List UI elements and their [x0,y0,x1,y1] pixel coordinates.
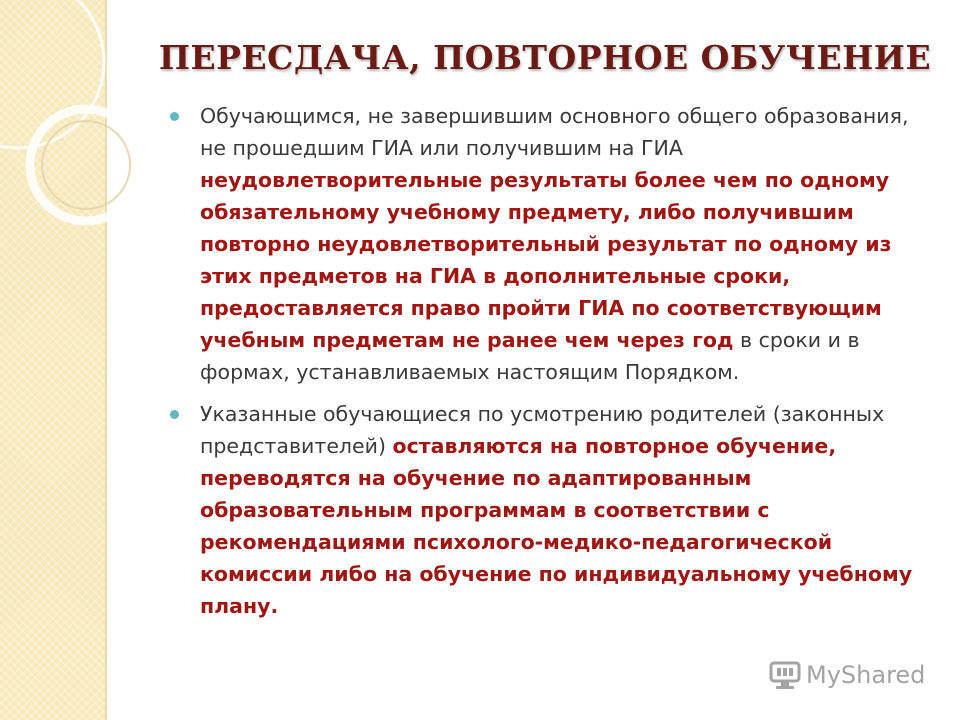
bullet-text: Обучающимся, не завершившим основного общего образования, не прошедшим ГИА или получившим на ГИА [200,104,909,160]
bullet-item [168,398,938,622]
bullet-dot-icon [170,410,179,419]
bullet-emphasis-text: неудовлетворительные результаты более чем по одному обязательному учебному предмету, либо получившим повторно неудовлетворительный результат по одному из этих предметов на ГИА в дополнительные сроки, предоставляется право пройти ГИА по соответствующим учебным предметам не ранее чем через год [200,168,892,352]
bullet-item [168,100,938,388]
bullet-emphasis-text: оставляются на повторное обучение, переводятся на обучение по адаптированным образовательным программам в соответствии с рекомендациями психолого-медико-педагогической комиссии либо на обучение по индивидуальному учебному плану. [200,434,913,618]
watermark [768,657,925,693]
logo-monitor-icon [768,659,802,691]
slide-content [168,100,938,632]
watermark-text: MyShared [806,661,926,689]
bullet-dot-icon [170,112,179,121]
slide-title: ПЕРЕСДАЧА, ПОВТОРНОЕ ОБУЧЕНИЕ [158,38,932,77]
bullet-text: в сроки и в формах, устанавливаемых настоящим Порядком. [200,328,860,384]
bullet-text: Указанные обучающиеся по усмотрению родителей (законных представителей) [200,402,885,458]
